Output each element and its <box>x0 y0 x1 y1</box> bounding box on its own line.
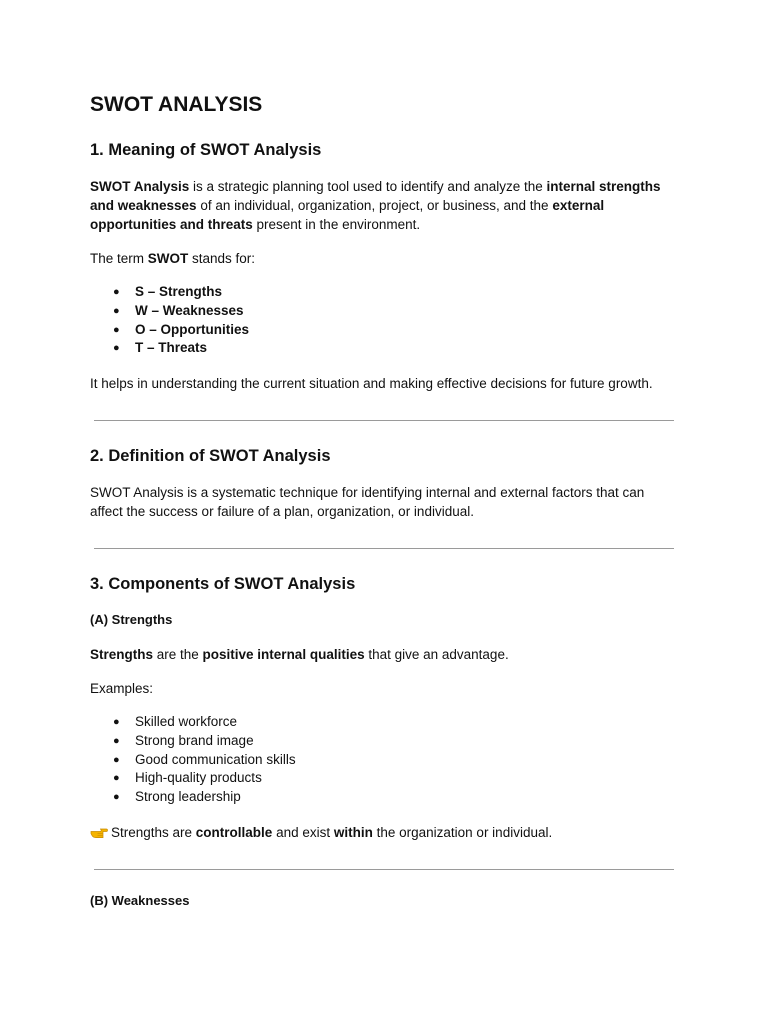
list-item: ● Good communication skills <box>90 751 296 770</box>
list-item: ● High-quality products <box>90 769 296 788</box>
section1-intro: SWOT Analysis is a strategic planning tool used to identify and analyze the internal strengths and weaknesses of an individual, organization, project, or business, and the external opportunities and threats present in the environment. <box>90 179 661 232</box>
list-item: ● Skilled workforce <box>90 713 296 732</box>
bullet-icon: ● <box>113 753 120 766</box>
list-item: ● Strong brand image <box>90 732 296 751</box>
bullet-icon: ● <box>113 716 120 728</box>
bullet-icon: ● <box>113 304 120 317</box>
examples-label: Examples: <box>90 681 154 696</box>
list-item: ● T – Threats <box>90 339 249 358</box>
list-item: ● S – Strengths <box>90 283 249 302</box>
section3-heading: 3. Components of SWOT Analysis <box>90 575 356 593</box>
horizontal-divider <box>94 869 674 870</box>
bullet-icon: ● <box>113 323 120 336</box>
section1-closing: It helps in understanding the current situation and making effective decisions for future growth. <box>90 376 653 391</box>
strengths-subheading: (A) Strengths <box>90 612 173 627</box>
bullet-icon: ● <box>113 734 120 747</box>
strengths-definition: Strengths are the positive internal qualities that give an advantage. <box>90 647 509 662</box>
section1-heading: 1. Meaning of SWOT Analysis <box>90 141 322 159</box>
section2-body: SWOT Analysis is a systematic technique for identifying internal and external factors that can affect the success or failure of a plan, organization, or individual. <box>90 485 645 519</box>
bullet-icon: ● <box>113 772 120 785</box>
strengths-examples-list <box>90 713 296 807</box>
pointing-hand-icon <box>90 825 108 839</box>
list-item: ● Strong leadership <box>90 788 296 807</box>
horizontal-divider <box>94 548 674 549</box>
bullet-icon: ● <box>113 342 120 355</box>
swot-letters-list <box>90 283 249 358</box>
strengths-note: Strengths are controllable and exist within the organization or individual. <box>90 823 552 842</box>
swot-term-line: The term SWOT stands for: <box>90 251 256 266</box>
bullet-icon: ● <box>113 791 120 804</box>
list-item: ● O – Opportunities <box>90 321 249 340</box>
list-item: ● W – Weaknesses <box>90 302 249 321</box>
weaknesses-subheading: (B) Weaknesses <box>90 893 190 908</box>
section2-heading: 2. Definition of SWOT Analysis <box>90 447 331 465</box>
document-title: SWOT ANALYSIS <box>90 93 263 116</box>
bullet-icon: ● <box>113 286 120 298</box>
horizontal-divider <box>94 420 674 421</box>
